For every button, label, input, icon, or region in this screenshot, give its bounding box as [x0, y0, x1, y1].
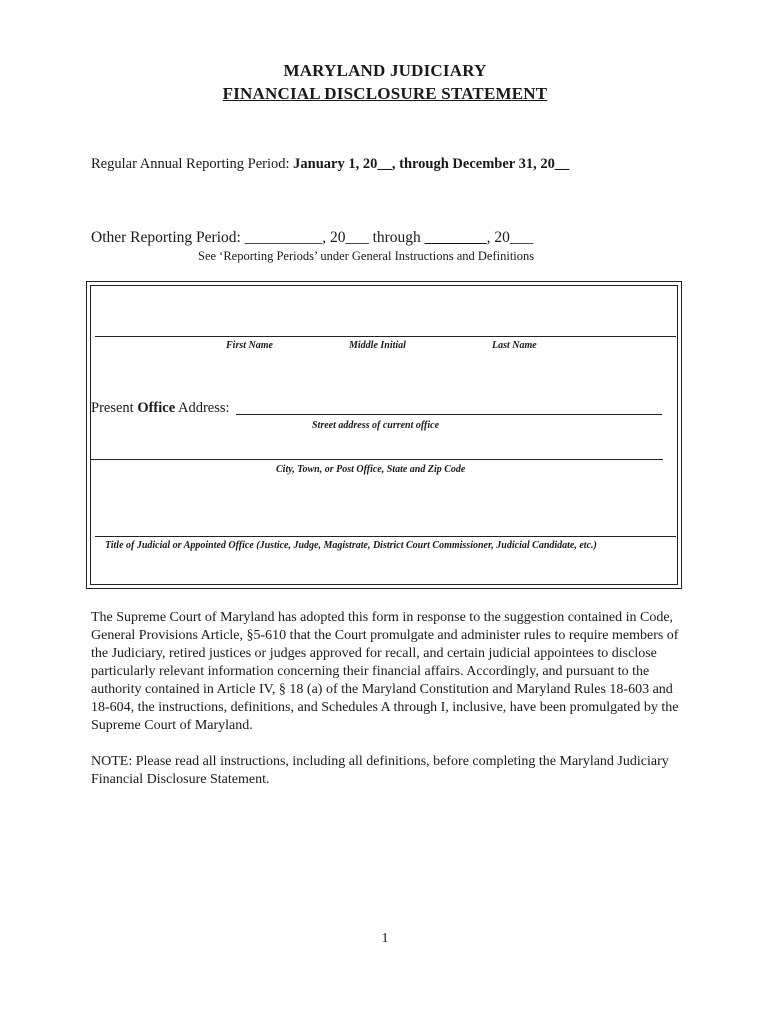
street-address-label: Street address of current office [312, 420, 440, 431]
other-period-end-year: , 20___ [486, 229, 534, 246]
document-title: MARYLAND JUDICIARY [283, 61, 487, 80]
office-title-input-line[interactable] [95, 536, 676, 537]
other-period-end-blank[interactable]: ________ [424, 229, 487, 246]
city-state-zip-input-line[interactable] [91, 459, 663, 460]
regular-period-line [91, 156, 569, 173]
note-paragraph: NOTE: Please read all instructions, including all definitions, before completing the Maryland Judiciary Financial Disclosure Statement. [91, 754, 669, 787]
intro-paragraph: The Supreme Court of Maryland has adopted this form in response to the suggestion contained in Code, General Provisions Article, §5-610 that the Court promulgate and administer rules to require members of the Judiciary, retired justices or judges approved for recall, and certain judicial appointees to disclose particularly relevant information concerning their financial affairs. Accordingly, and pursuant to the authority contained in Article IV, § 18 (a) of the Maryland Constitution and Maryland Rules 18-603 and 18-604, the instructions, definitions, and Schedules A through I, inclusive, have been promulgated by the Supreme Court of Maryland. [91, 610, 679, 733]
regular-period-value: January 1, 20__, through December 31, 20__ [293, 156, 570, 172]
regular-period-label: Regular Annual Reporting Period: [91, 156, 290, 172]
street-address-input-line[interactable] [236, 414, 662, 415]
other-period-start-blank[interactable]: __________ [244, 229, 323, 246]
body-text [91, 609, 691, 807]
present-office-address-label: Present Office Address: [91, 400, 230, 416]
last-name-label: Last Name [492, 340, 537, 351]
first-name-label: First Name [226, 340, 273, 351]
name-input-line[interactable] [95, 336, 676, 337]
page-number: 1 [381, 931, 389, 946]
document-subtitle: FINANCIAL DISCLOSURE STATEMENT [222, 84, 548, 103]
reporting-period-note: See ‘Reporting Periods’ under General Instructions and Definitions [198, 249, 535, 263]
other-period-line [91, 229, 533, 247]
other-period-start-year: , 20___ through [322, 229, 425, 246]
city-state-zip-label: City, Town, or Post Office, State and Zip Code [276, 464, 466, 475]
office-title-label: Title of Judicial or Appointed Office (Justice, Judge, Magistrate, District Court Commissioner, Judicial Candidate, etc.) [105, 540, 597, 551]
other-period-label: Other Reporting Period: [91, 229, 241, 246]
middle-initial-label: Middle Initial [349, 340, 406, 351]
